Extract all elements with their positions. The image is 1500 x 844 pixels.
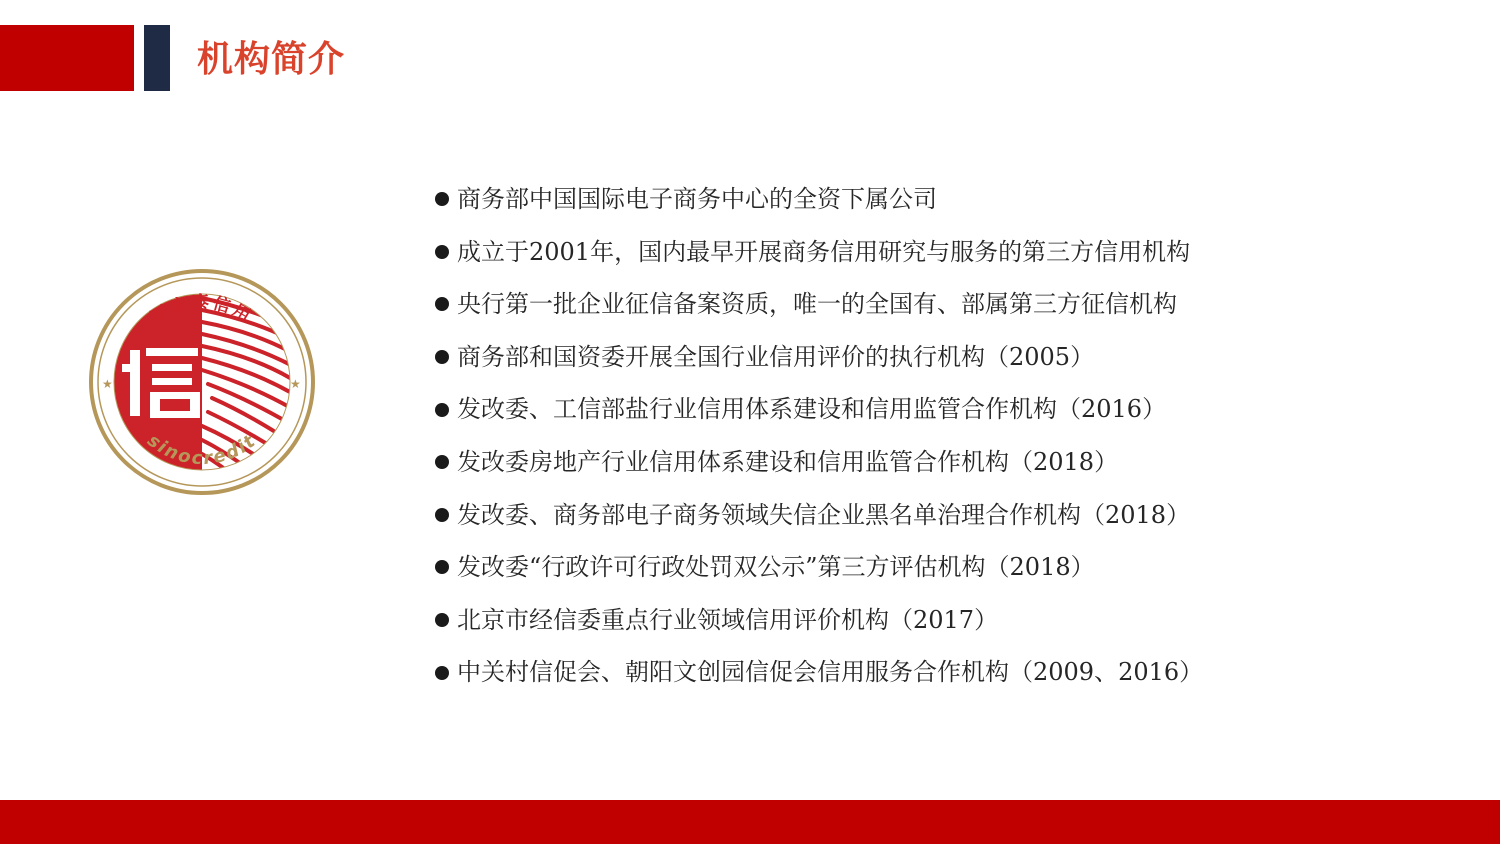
list-item-text: 商务部中国国际电子商务中心的全资下属公司 bbox=[457, 185, 937, 213]
list-item bbox=[433, 383, 1203, 436]
bullet-dot-icon bbox=[435, 297, 449, 311]
list-item bbox=[433, 489, 1203, 542]
bullet-dot-icon bbox=[435, 350, 449, 364]
list-item-text: 发改委“行政许可行政处罚双公示”第三方评估机构（2018） bbox=[457, 553, 1095, 582]
bullet-dot-icon bbox=[435, 560, 449, 574]
list-item bbox=[433, 646, 1203, 699]
page-title: 机构简介 bbox=[197, 39, 346, 80]
svg-text:★: ★ bbox=[102, 377, 113, 391]
list-item bbox=[433, 594, 1203, 647]
bullet-dot-icon bbox=[435, 508, 449, 522]
svg-text:国富泰信用: 国富泰信用 bbox=[147, 293, 257, 329]
bullet-dot-icon bbox=[435, 666, 449, 680]
header-accent-navy-bar bbox=[144, 25, 170, 91]
list-item-text: 北京市经信委重点行业领域信用评价机构（2017） bbox=[457, 605, 999, 634]
bullet-dot-icon bbox=[435, 403, 449, 417]
list-item bbox=[433, 173, 1203, 226]
bullet-dot-icon bbox=[435, 245, 449, 259]
header-accent-red-bar bbox=[0, 25, 134, 91]
list-item-text: 央行第一批企业征信备案资质，唯一的全国有、部属第三方征信机构 bbox=[457, 290, 1177, 319]
company-logo bbox=[88, 268, 316, 496]
list-item-text: 商务部和国资委开展全国行业信用评价的执行机构（2005） bbox=[457, 342, 1095, 371]
list-item-text: 成立于2001年，国内最早开展商务信用研究与服务的第三方信用机构 bbox=[457, 237, 1191, 266]
footer-accent-bar bbox=[0, 800, 1500, 844]
bullet-dot-icon bbox=[435, 455, 449, 469]
list-item bbox=[433, 436, 1203, 489]
list-item-text: 中关村信促会、朝阳文创园信促会信用服务合作机构（2009、2016） bbox=[457, 658, 1204, 687]
svg-text:sinocredit: sinocredit bbox=[143, 430, 261, 470]
bullet-dot-icon bbox=[435, 613, 449, 627]
list-item-text: 发改委房地产行业信用体系建设和信用监管合作机构（2018） bbox=[457, 447, 1119, 476]
svg-text:★: ★ bbox=[290, 377, 301, 391]
list-item bbox=[433, 226, 1203, 279]
list-item-text: 发改委、工信部盐行业信用体系建设和信用监管合作机构（2016） bbox=[457, 395, 1167, 424]
bullet-dot-icon bbox=[435, 192, 449, 206]
list-item bbox=[433, 541, 1203, 594]
list-item bbox=[433, 278, 1203, 331]
list-item-text: 发改委、商务部电子商务领域失信企业黑名单治理合作机构（2018） bbox=[457, 500, 1191, 529]
list-item bbox=[433, 331, 1203, 384]
intro-bullet-list bbox=[433, 173, 1203, 699]
